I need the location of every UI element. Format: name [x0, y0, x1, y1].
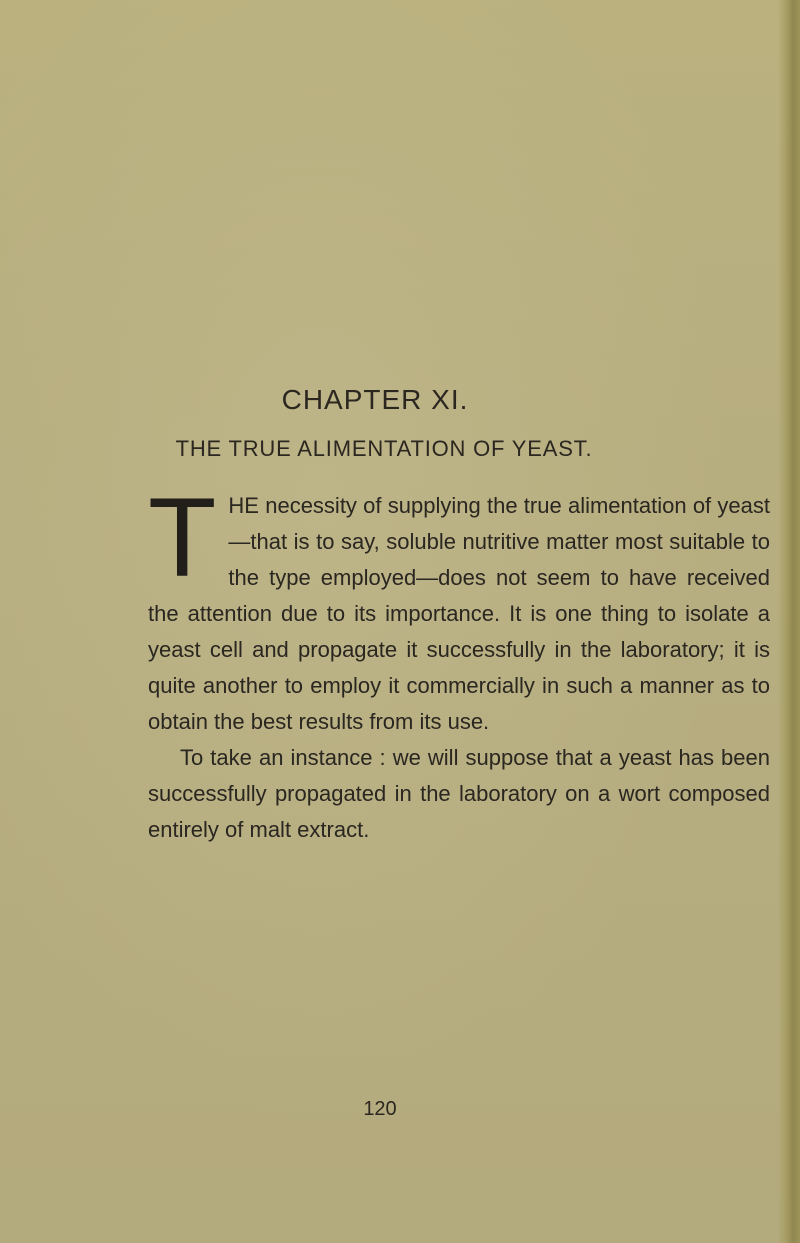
- second-paragraph: To take an instance : we will suppose that a yeast has been successfully propagated in the laboratory on a wort composed entirely of malt extract.: [148, 745, 770, 842]
- chapter-body: [148, 475, 770, 848]
- first-paragraph: [148, 475, 770, 740]
- page-edge-shadow: [778, 0, 800, 1243]
- first-paragraph-text: HE necessity of supplying the true alimentation of yeast—that is to say, soluble nutritive matter most suitable to the type employed—does not seem to have received the attention due to its importance. It is one thing to isolate a yeast cell and propagate it successfully in the laboratory; it is quite another to employ it commercially in such a manner as to obtain the best results from its use.: [148, 493, 770, 734]
- page-number: 120: [363, 1098, 397, 1120]
- chapter-number: CHAPTER XI.: [281, 384, 469, 415]
- drop-cap-letter: T: [148, 475, 217, 600]
- chapter-title: THE TRUE ALIMENTATION OF YEAST.: [175, 436, 593, 461]
